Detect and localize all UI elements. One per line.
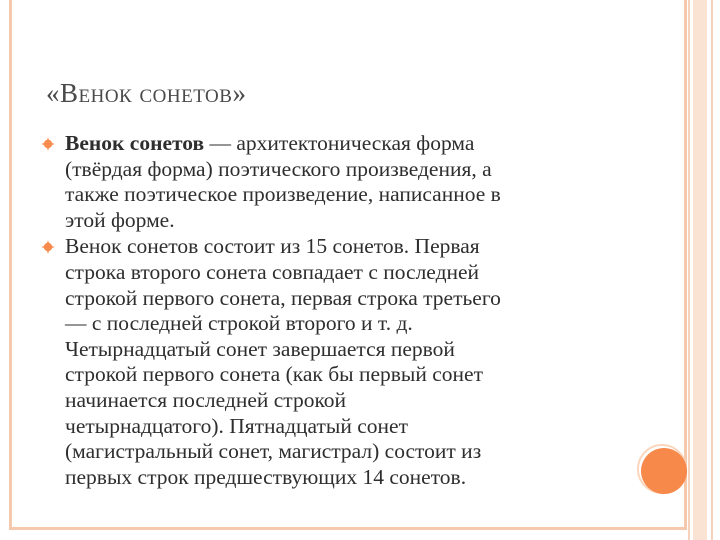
bullet-line: (твёрдая форма) поэтического произведения, а bbox=[65, 156, 492, 181]
term-bold: Венок сонетов bbox=[65, 131, 205, 155]
bullet-line: (магистральный сонет, магистрал) состоит из bbox=[65, 439, 482, 464]
bullet-line: первых строк предшествующих 14 сонетов. bbox=[65, 464, 467, 489]
bullet-line: этой форме. bbox=[65, 207, 175, 232]
bullet-item-1 bbox=[40, 131, 630, 233]
bullet-line: также поэтическое произведение, написанное в bbox=[65, 182, 501, 207]
orange-diamond-bullet-icon bbox=[40, 136, 56, 152]
bullet-line: строкой первого сонета (как бы первый сонет bbox=[65, 362, 483, 387]
decorative-orange-circle bbox=[641, 448, 687, 494]
orange-diamond-bullet-icon bbox=[40, 239, 56, 255]
right-decorative-line-outer bbox=[711, 0, 713, 540]
bullet-line: строкой первого сонета, первая строка третьего bbox=[65, 285, 501, 310]
bullet-line: Четырнадцатый сонет завершается первой bbox=[65, 336, 455, 361]
right-decorative-stripe bbox=[693, 0, 707, 540]
slide-content bbox=[40, 131, 630, 491]
bullet-line: четырнадцатого). Пятнадцатый сонет bbox=[65, 413, 408, 438]
slide-title: «Венок сонетов» bbox=[46, 78, 247, 108]
bullet-line bbox=[65, 131, 630, 157]
bullet-line: начинается последней строкой bbox=[65, 387, 347, 412]
bullet-item-2 bbox=[40, 234, 630, 490]
bullet-line: — с последней строкой второго и т. д. bbox=[65, 311, 413, 336]
right-decorative-line bbox=[688, 0, 690, 540]
bullet-line: Венок сонетов состоит из 15 сонетов. Первая bbox=[65, 234, 480, 259]
bullet-line: строка второго сонета совпадает с последней bbox=[65, 259, 480, 284]
title-rule bbox=[46, 118, 666, 119]
line-text: — архитектоническая форма bbox=[204, 131, 475, 155]
